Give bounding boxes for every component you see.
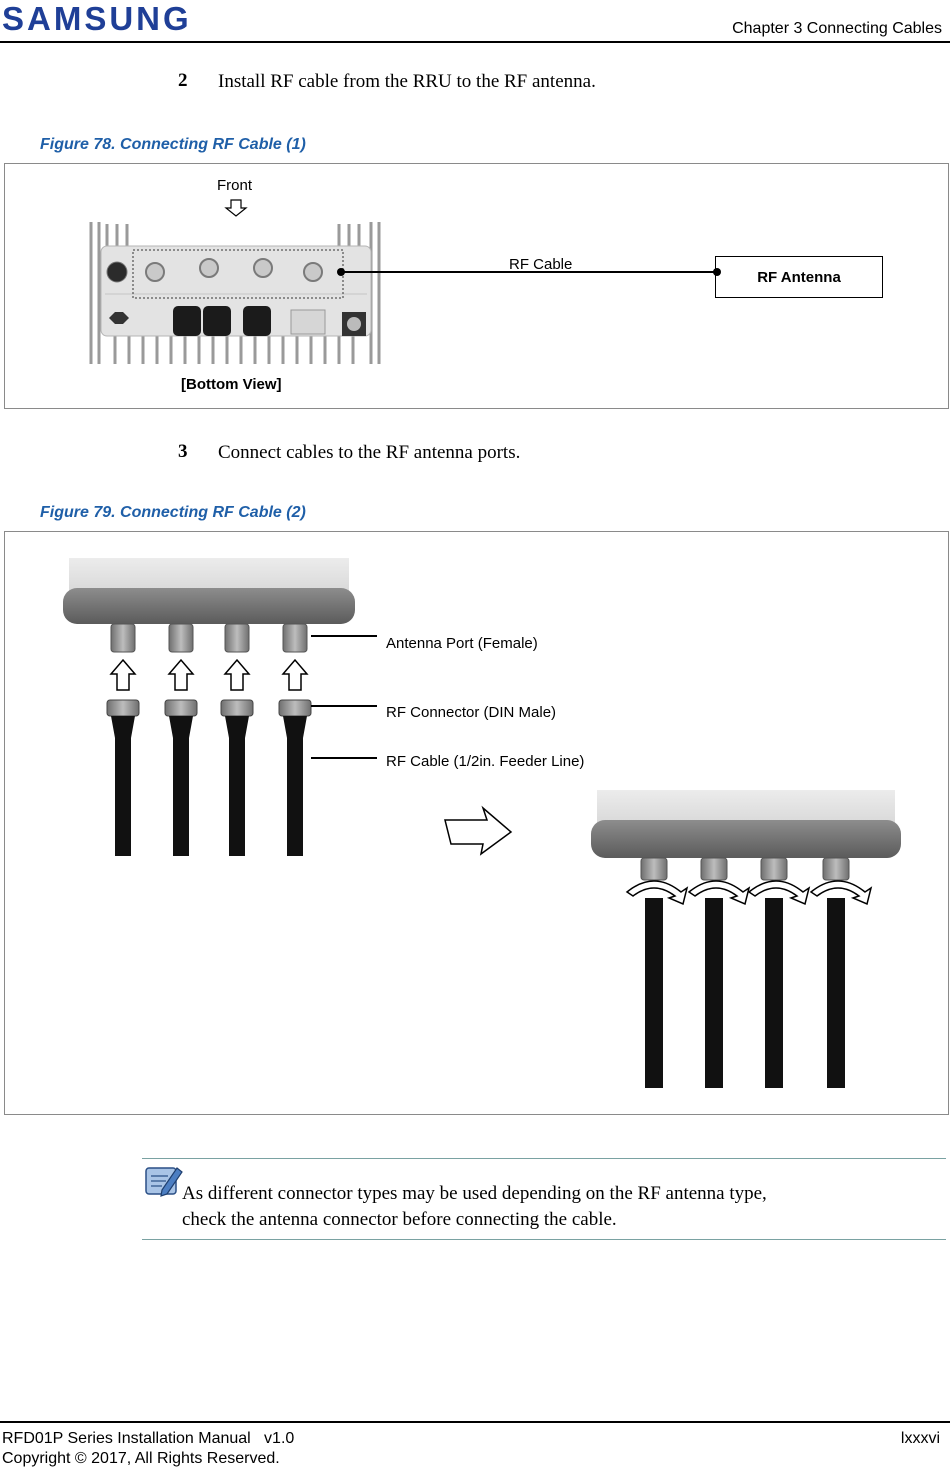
- rf-connector-label: RF Connector (DIN Male): [386, 704, 557, 721]
- chapter-title: Chapter 3 Connecting Cables: [732, 20, 942, 37]
- rf-antenna-box: [715, 256, 883, 298]
- copyright: Copyright © 2017, All Rights Reserved.: [2, 1450, 280, 1467]
- leader-lines: [311, 636, 377, 758]
- rf-cable-feeder-label: RF Cable (1/2in. Feeder Line): [386, 753, 585, 770]
- front-arrow-icon: [226, 200, 246, 216]
- footer-rule: [0, 1421, 950, 1423]
- step-number: 3: [178, 441, 188, 462]
- figure-79: [4, 531, 949, 1115]
- manual-title: RFD01P Series Installation Manual v1.0: [2, 1430, 295, 1447]
- step-number: 2: [178, 70, 188, 91]
- note-pencil-icon: [144, 1162, 184, 1198]
- figure-78: [4, 163, 949, 409]
- figure-caption: Figure 79. Connecting RF Cable (2): [40, 504, 306, 521]
- right-arrow-icon: [445, 808, 511, 854]
- rf-antenna-label: RF Antenna: [757, 268, 841, 286]
- step-text: Install RF cable from the RRU to the RF antenna.: [218, 71, 596, 92]
- antenna-after: [591, 790, 901, 1088]
- note-top-rule: [142, 1158, 946, 1159]
- step-text: Connect cables to the RF antenna ports.: [218, 442, 521, 463]
- rru-body: [101, 246, 371, 336]
- header-rule: [0, 41, 950, 43]
- bottom-view-label: [Bottom View]: [181, 376, 282, 393]
- samsung-logo: SAMSUNG: [2, 0, 192, 37]
- note-line-1: As different connector types may be used depending on the RF antenna type,: [182, 1183, 767, 1204]
- note-line-2: check the antenna connector before connecting the cable.: [182, 1209, 617, 1230]
- antenna-connection-illustration: [5, 532, 948, 1114]
- up-arrow-icon: [111, 660, 307, 690]
- front-label: Front: [217, 177, 253, 194]
- figure-caption: Figure 78. Connecting RF Cable (1): [40, 136, 306, 153]
- antenna-port-label: Antenna Port (Female): [386, 635, 538, 652]
- rf-cable-label: RF Cable: [509, 256, 573, 273]
- page-number: lxxxvi: [900, 1430, 940, 1447]
- note-bottom-rule: [142, 1239, 946, 1240]
